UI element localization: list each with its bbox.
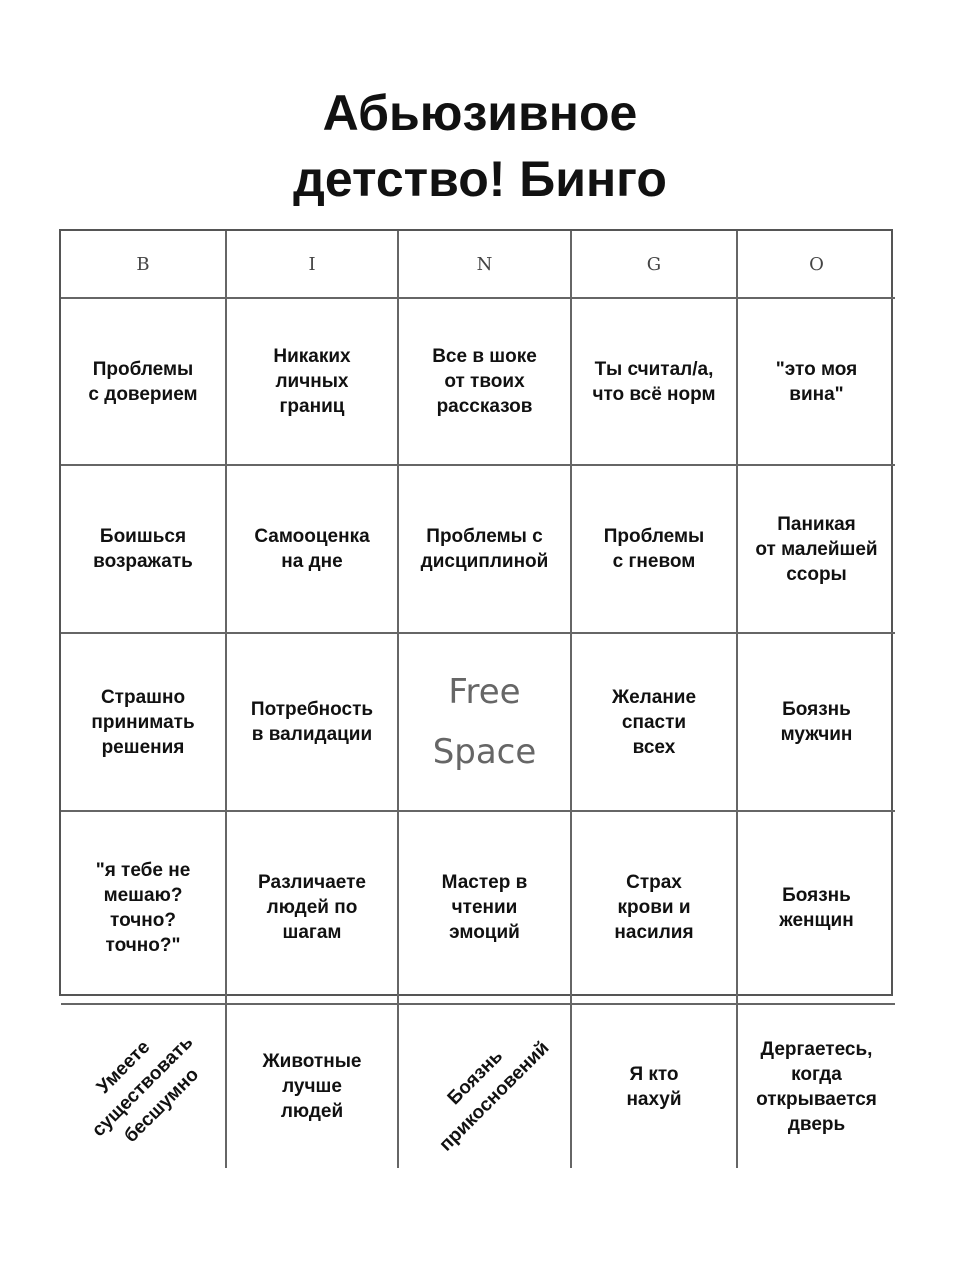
page-title — [0, 80, 960, 212]
bingo-cell — [227, 634, 399, 812]
bingo-cell — [738, 812, 895, 1005]
cell-text: Мастер в чтении эмоций — [441, 872, 528, 943]
cell-text: Все в шоке от твоих рассказов — [432, 346, 537, 417]
bingo-cell — [227, 299, 399, 466]
bingo-cell — [738, 1005, 895, 1168]
bingo-cell — [738, 299, 895, 466]
bingo-cell — [399, 466, 572, 634]
cell-text-rotated: Умеете существовать бесшумно — [88, 1031, 204, 1147]
cell-text: "я тебе не мешаю? точно? точно?" — [95, 859, 191, 956]
cell-text: Животные лучше людей — [262, 1051, 362, 1122]
cell-text: Боишься возражать — [93, 526, 193, 572]
bingo-cell — [61, 466, 227, 634]
bingo-cell — [738, 466, 895, 634]
bingo-cell — [61, 812, 227, 1005]
bingo-cell — [572, 299, 738, 466]
cell-text: Потребность в валидации — [250, 699, 374, 745]
bingo-cell — [572, 1005, 738, 1168]
bingo-cell — [61, 1005, 227, 1168]
bingo-cell — [738, 634, 895, 812]
cell-text: Ты считал/а, что всё норм — [592, 358, 716, 405]
header-o: O — [738, 231, 895, 299]
bingo-cell — [572, 466, 738, 634]
cell-text: Желание спасти всех — [611, 686, 697, 758]
bingo-cell — [61, 299, 227, 466]
bingo-cell — [227, 1005, 399, 1168]
cell-text: Страшно принимать решения — [91, 686, 195, 758]
cell-text: "это моя вина" — [775, 358, 858, 405]
title-line-2: детство! Бинго — [293, 151, 667, 207]
cell-text-rotated: Боязнь прикосновений — [435, 1037, 554, 1156]
cell-text: Я кто нахуй — [626, 1063, 682, 1110]
bingo-cell — [227, 466, 399, 634]
cell-text: Проблемы с доверием — [88, 358, 198, 405]
bingo-grid — [59, 229, 893, 1156]
bingo-cell — [399, 299, 572, 466]
header-b: B — [61, 231, 227, 299]
title-line-1: Абьюзивное — [322, 85, 638, 141]
cell-text: Страх крови и насилия — [614, 872, 694, 943]
header-n: N — [399, 231, 572, 299]
cell-text: Самооценка на дне — [254, 526, 370, 572]
bingo-cell — [399, 1005, 572, 1168]
cell-text: Дергаетесь, когда открывается дверь — [756, 1038, 877, 1135]
bingo-cell — [227, 812, 399, 1005]
free-space-text: Free Space — [432, 672, 537, 772]
cell-text: Проблемы с гневом — [603, 526, 705, 572]
cell-text: Проблемы с дисциплиной — [420, 526, 549, 572]
header-g: G — [572, 231, 738, 299]
free-space-cell — [399, 634, 572, 812]
cell-text: Паникая от малейшей ссоры — [755, 513, 878, 585]
bingo-cell — [572, 812, 738, 1005]
bingo-cell — [61, 634, 227, 812]
bingo-cell — [572, 634, 738, 812]
cell-text: Различаете людей по шагам — [258, 872, 366, 943]
header-i: I — [227, 231, 399, 299]
cell-text: Боязнь женщин — [779, 884, 854, 931]
cell-text: Боязнь мужчин — [780, 699, 853, 745]
cell-text: Никаких личных границ — [273, 346, 351, 417]
bingo-cell — [399, 812, 572, 1005]
